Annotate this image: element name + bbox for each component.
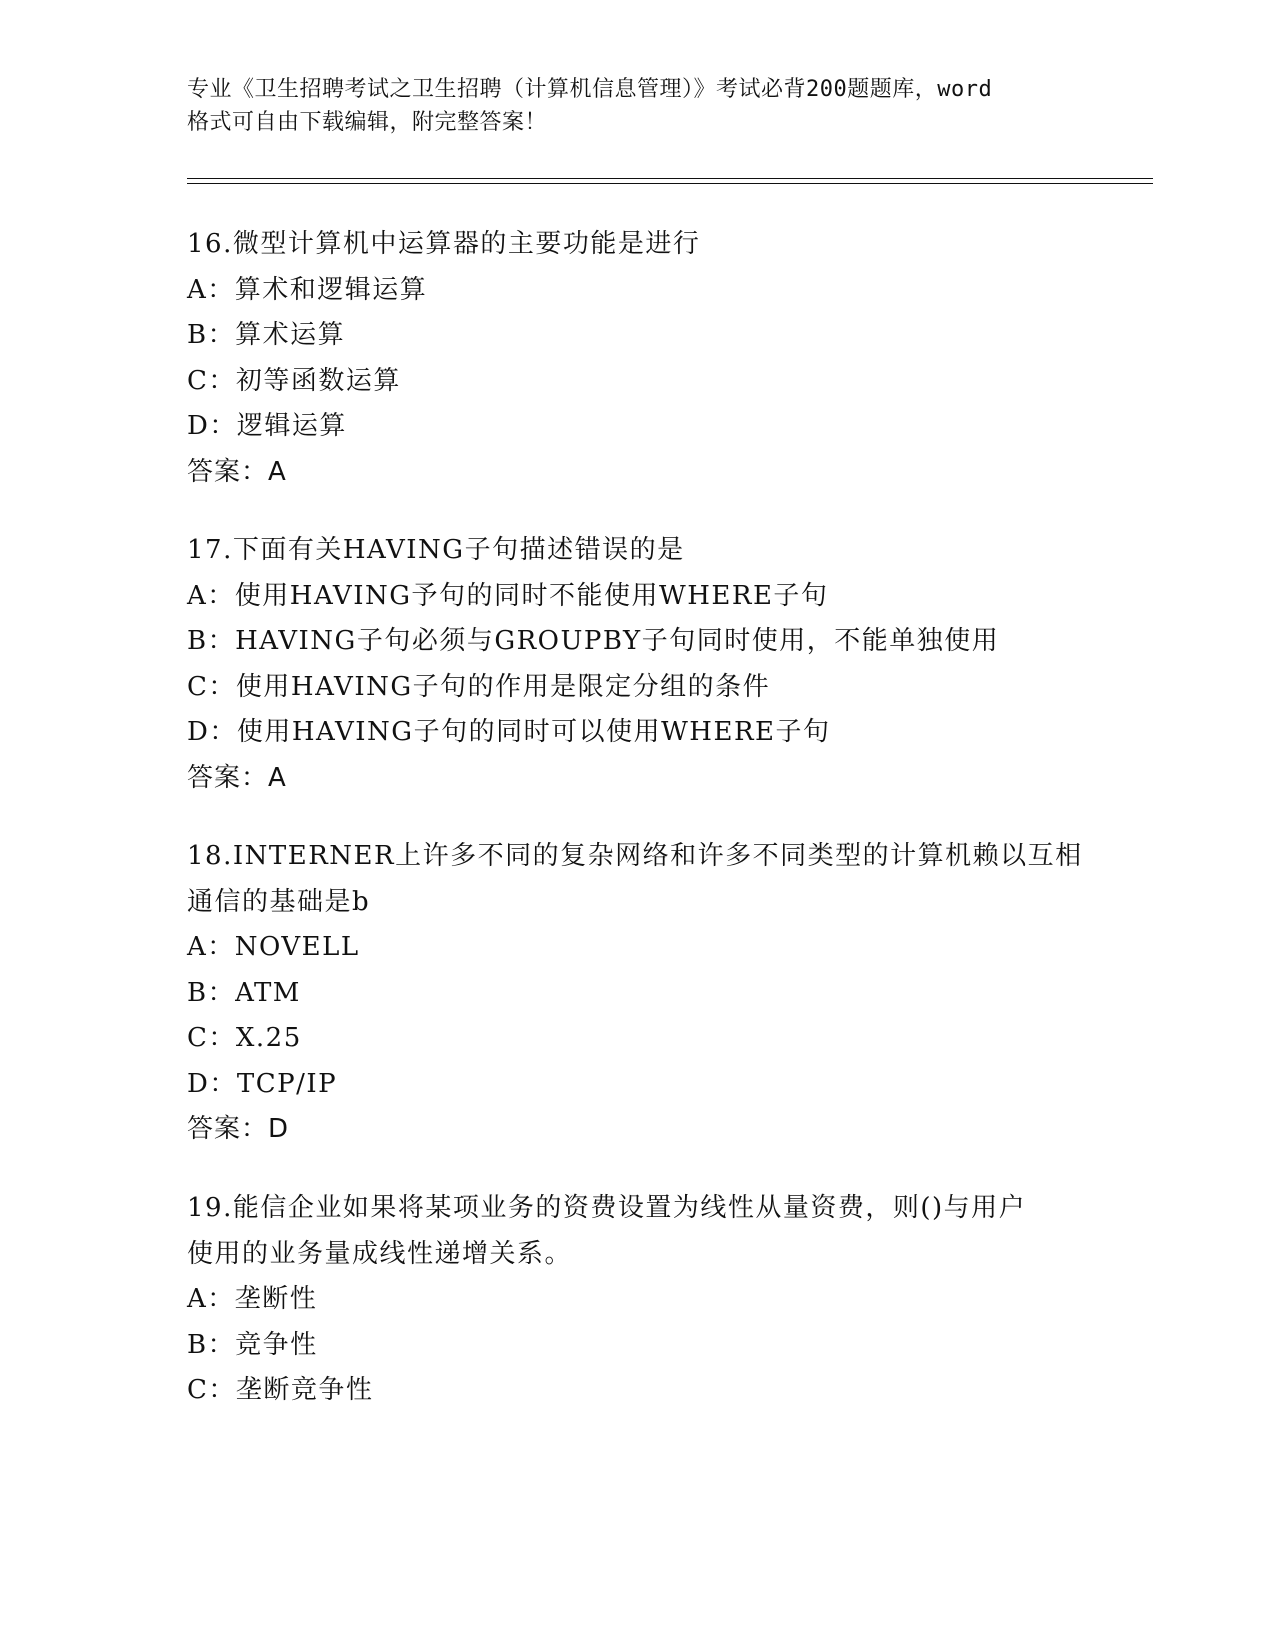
option-c: C：使用HAVING子句的作用是限定分组的条件 — [187, 671, 771, 702]
answer-line — [187, 1107, 1087, 1153]
option-a: A：垄断性 — [187, 1284, 318, 1314]
option-a: A：NOVELL — [187, 932, 360, 962]
option-c: C：垄断竞争性 — [187, 1375, 374, 1405]
option-b: B：竞争性 — [187, 1329, 318, 1360]
option-a: A：使用HAVING予句的同时不能使用WHERE子句 — [187, 580, 829, 611]
option-b: B：ATM — [187, 977, 301, 1008]
answer-value: D — [268, 1114, 289, 1144]
question-stem: 16.微型计算机中运算器的主要功能是进行 — [187, 229, 701, 259]
question-18 — [187, 834, 1087, 1153]
header-title-line-2: 格式可自由下载编辑，附完整答案！ — [187, 110, 548, 135]
answer-value: A — [268, 762, 286, 793]
option-b: B：算术运算 — [187, 320, 346, 350]
option-c: C：初等函数运算 — [187, 365, 401, 396]
option-d: D：逻辑运算 — [187, 411, 347, 441]
question-17 — [187, 528, 1087, 801]
question-stem-line-1: 19.能信企业如果将某项业务的资费设置为线性从量资费，则()与用户 — [187, 1193, 1027, 1223]
option-a: A：算术和逻辑运算 — [187, 274, 428, 305]
option-c: C：X.25 — [187, 1023, 302, 1053]
question-stem-line-2: 使用的业务量成线性递增关系。 — [187, 1238, 573, 1269]
question-19 — [187, 1186, 1087, 1414]
question-stem: 17.下面有关HAVING子句描述错误的是 — [187, 535, 685, 565]
header-title-line-1: 专业《卫生招聘考试之卫生招聘（计算机信息管理）》考试必背200题题库，word — [187, 77, 993, 102]
option-b: B：HAVING子句必须与GROUPBY子句同时使用，不能单独使用 — [187, 626, 1000, 656]
answer-value: A — [268, 456, 286, 487]
answer-label: 答案： — [187, 1114, 269, 1144]
answer-line — [187, 450, 1087, 496]
question-stem-line-2: 通信的基础是b — [187, 886, 371, 917]
question-16 — [187, 222, 1087, 495]
answer-label: 答案： — [187, 762, 269, 793]
document-header — [187, 73, 1087, 139]
answer-label: 答案： — [187, 456, 269, 487]
answer-line — [187, 756, 1087, 802]
header-divider — [187, 178, 1153, 184]
question-stem-line-1: 18.INTERNER上许多不同的复杂网络和许多不同类型的计算机赖以互相 — [187, 841, 1083, 871]
option-d: D：使用HAVING子句的同时可以使用WHERE子句 — [187, 717, 831, 747]
option-d: D：TCP/IP — [187, 1068, 338, 1099]
